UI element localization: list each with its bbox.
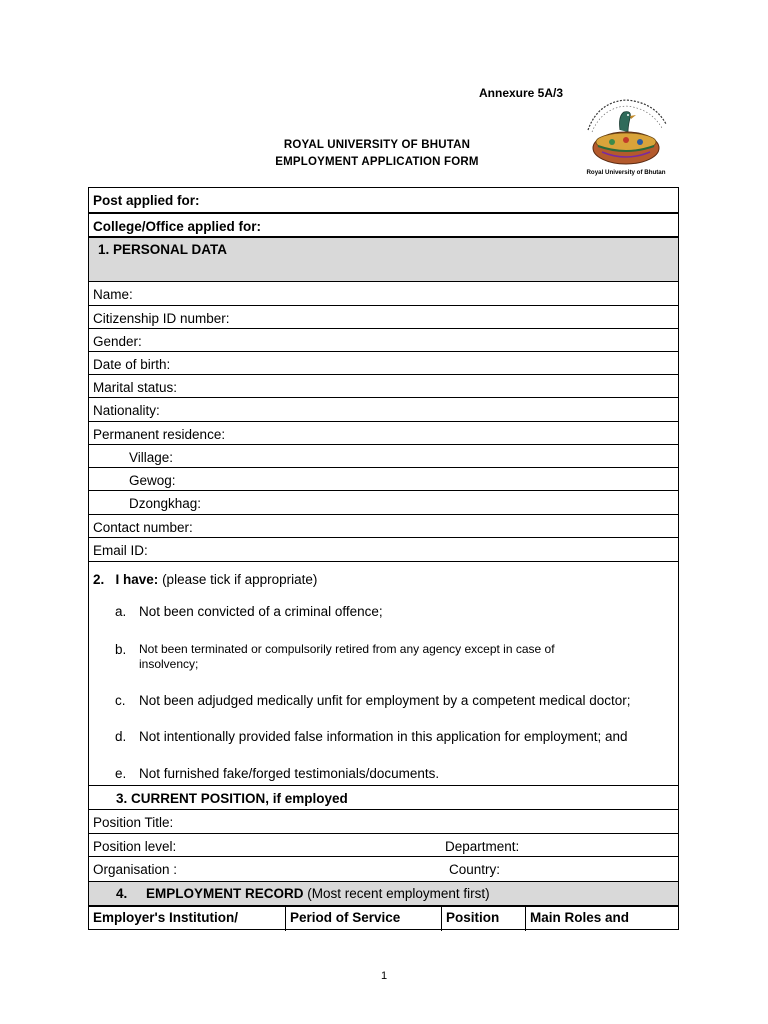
section4-title: EMPLOYMENT RECORD [146,886,304,901]
declaration-item-text: Not been convicted of a criminal offence; [139,604,383,619]
section4-number: 4. [116,886,128,901]
section-employment-record-title [116,886,490,901]
employment-table-header [89,907,678,931]
dob-field[interactable] [89,352,678,375]
declaration-item-letter: b. [115,642,127,657]
declaration-number: 2. [93,572,105,587]
col-employer-label: Employer's Institution/ [93,910,238,925]
logo-caption: Royal University of Bhutan [586,169,666,176]
college-applied-field[interactable] [89,214,678,238]
section-current-position-title: 3. CURRENT POSITION, if employed [116,791,348,806]
cid-field[interactable] [89,306,678,329]
name-field[interactable] [89,282,678,306]
col-period-label: Period of Service [290,910,401,925]
declaration-item-letter: e. [115,766,127,781]
university-logo [578,96,674,178]
position-title-label: Position Title: [93,815,174,830]
marital-status-label: Marital status: [93,380,178,395]
cid-label: Citizenship ID number: [93,311,230,326]
post-applied-field[interactable] [89,188,678,214]
position-level-label: Position level: [93,839,177,854]
declaration-item-text: Not been terminated or compulsorily retired from any agency except in case of insolvency; [139,642,555,671]
declaration-heading [93,572,317,587]
col-roles [526,907,676,931]
col-position-label: Position [446,910,500,925]
nationality-field[interactable] [89,398,678,422]
dzongkhag-label: Dzongkhag: [129,496,202,511]
nationality-label: Nationality: [93,403,160,418]
gender-label: Gender: [93,334,142,349]
col-employer [89,907,285,931]
col-roles-label: Main Roles and [530,910,630,925]
country-label: Country: [449,862,501,877]
village-label: Village: [129,450,174,465]
name-label: Name: [93,287,133,302]
declaration-item-text: Not been adjudged medically unfit for employment by a competent medical doctor; [139,693,631,708]
declaration-hint: (please tick if appropriate) [158,572,318,587]
declaration-item-letter: a. [115,604,127,619]
col-period [286,907,441,931]
village-field[interactable] [89,445,678,468]
dzongkhag-field[interactable] [89,491,678,515]
position-title-field[interactable] [89,810,678,834]
dob-label: Date of birth: [93,357,171,372]
gewog-field[interactable] [89,468,678,491]
declaration-section [89,562,678,786]
university-title: ROYAL UNIVERSITY OF BHUTAN [283,139,471,151]
section-current-position [89,786,678,810]
declaration-item-text: Not intentionally provided false information in this application for employment; and [139,729,628,744]
department-label: Department: [445,839,520,854]
section-employment-record [89,882,678,907]
permanent-residence-field[interactable] [89,422,678,445]
contact-number-label: Contact number: [93,520,193,535]
page-number: 1 [380,970,388,982]
college-applied-label: College/Office applied for: [93,219,262,234]
declaration-item-letter: c. [115,693,126,708]
declaration-item-text: Not furnished fake/forged testimonials/documents. [139,766,440,781]
application-form [88,187,679,930]
gender-field[interactable] [89,329,678,352]
section-personal-data-title: 1. PERSONAL DATA [98,242,228,257]
organisation-label: Organisation : [93,862,178,877]
email-field[interactable] [89,538,678,562]
annexure-label: Annexure 5A/3 [479,86,564,100]
marital-status-field[interactable] [89,375,678,398]
email-label: Email ID: [93,543,148,558]
gewog-label: Gewog: [129,473,176,488]
declaration-lead: I have: [115,572,159,587]
organisation-field[interactable] [89,857,678,882]
form-title: EMPLOYMENT APPLICATION FORM [275,156,479,168]
section4-note: (Most recent employment first) [303,886,490,901]
col-position [442,907,525,931]
position-level-field[interactable] [89,834,678,857]
declaration-item-letter: d. [115,729,127,744]
section-personal-data [89,238,678,282]
permanent-residence-label: Permanent residence: [93,427,226,442]
post-applied-label: Post applied for: [93,193,200,208]
contact-number-field[interactable] [89,515,678,538]
